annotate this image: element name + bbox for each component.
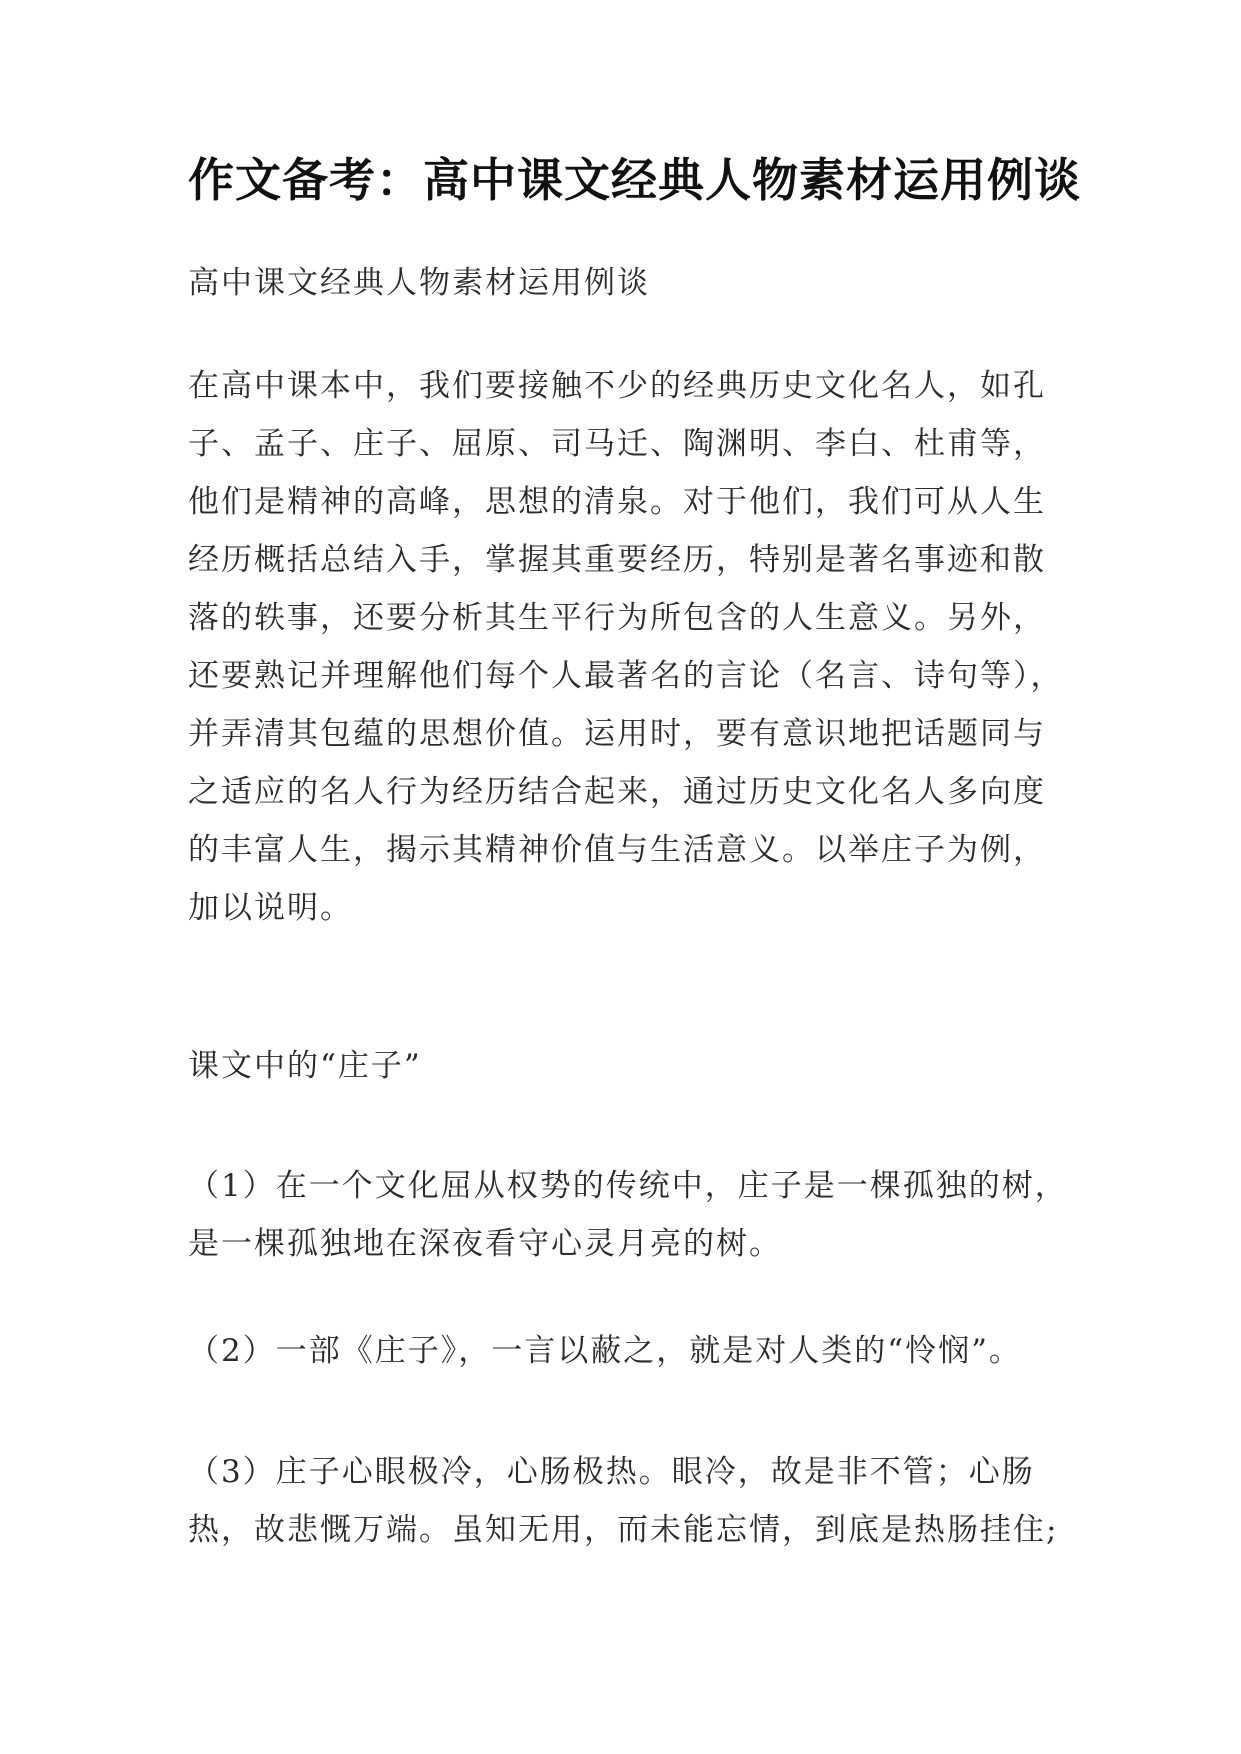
intro-line: 在高中课本中，我们要接触不少的经典历史文化名人，如孔 <box>188 368 1046 404</box>
intro-line: 还要熟记并理解他们每个人最著名的言论（名言、诗句等）， <box>188 658 1064 694</box>
intro-line: 经历概括总结入手，掌握其重要经历，特别是著名事迹和散 <box>188 542 1046 578</box>
intro-line: 子、孟子、庄子、屈原、司马迁、陶渊明、李白、杜甫等， <box>188 426 1046 462</box>
intro-line: 并弄清其包蕴的思想价值。运用时，要有意识地把话题同与 <box>188 716 1046 752</box>
item-2-line: （2）一部《庄子》，一言以蔽之，就是对人类的“怜悯”。 <box>188 1333 1022 1369</box>
item-3-paragraph <box>188 1443 1058 1559</box>
intro-line: 他们是精神的高峰，思想的清泉。对于他们，我们可从人生 <box>188 484 1046 520</box>
subtitle-paragraph <box>188 254 650 312</box>
intro-line: 落的轶事，还要分析其生平行为所包含的人生意义。另外， <box>188 600 1046 636</box>
document-title: 作文备考：高中课文经典人物素材运用例谈 <box>188 153 1081 207</box>
item-1-line: （1）在一个文化屈从权势的传统中，庄子是一棵孤独的树， <box>188 1168 1068 1204</box>
intro-paragraph <box>188 357 1064 937</box>
section-heading-line: 课文中的“庄子” <box>188 1048 422 1084</box>
item-3-line: 热，故悲慨万端。虽知无用，而未能忘情，到底是热肠挂住; <box>188 1512 1059 1548</box>
subtitle-line: 高中课文经典人物素材运用例谈 <box>188 265 650 301</box>
intro-line: 加以说明。 <box>188 890 353 926</box>
item-3-line: （3）庄子心眼极冷，心肠极热。眼冷，故是非不管；心肠 <box>188 1454 1035 1490</box>
item-1-paragraph <box>188 1157 1068 1273</box>
intro-line: 之适应的名人行为经历结合起来，通过历史文化名人多向度 <box>188 774 1046 810</box>
intro-line: 的丰富人生，揭示其精神价值与生活意义。以举庄子为例， <box>188 832 1046 868</box>
item-1-line: 是一棵孤独地在深夜看守心灵月亮的树。 <box>188 1226 782 1262</box>
item-2-paragraph <box>188 1322 1022 1380</box>
section-heading <box>188 1037 422 1095</box>
